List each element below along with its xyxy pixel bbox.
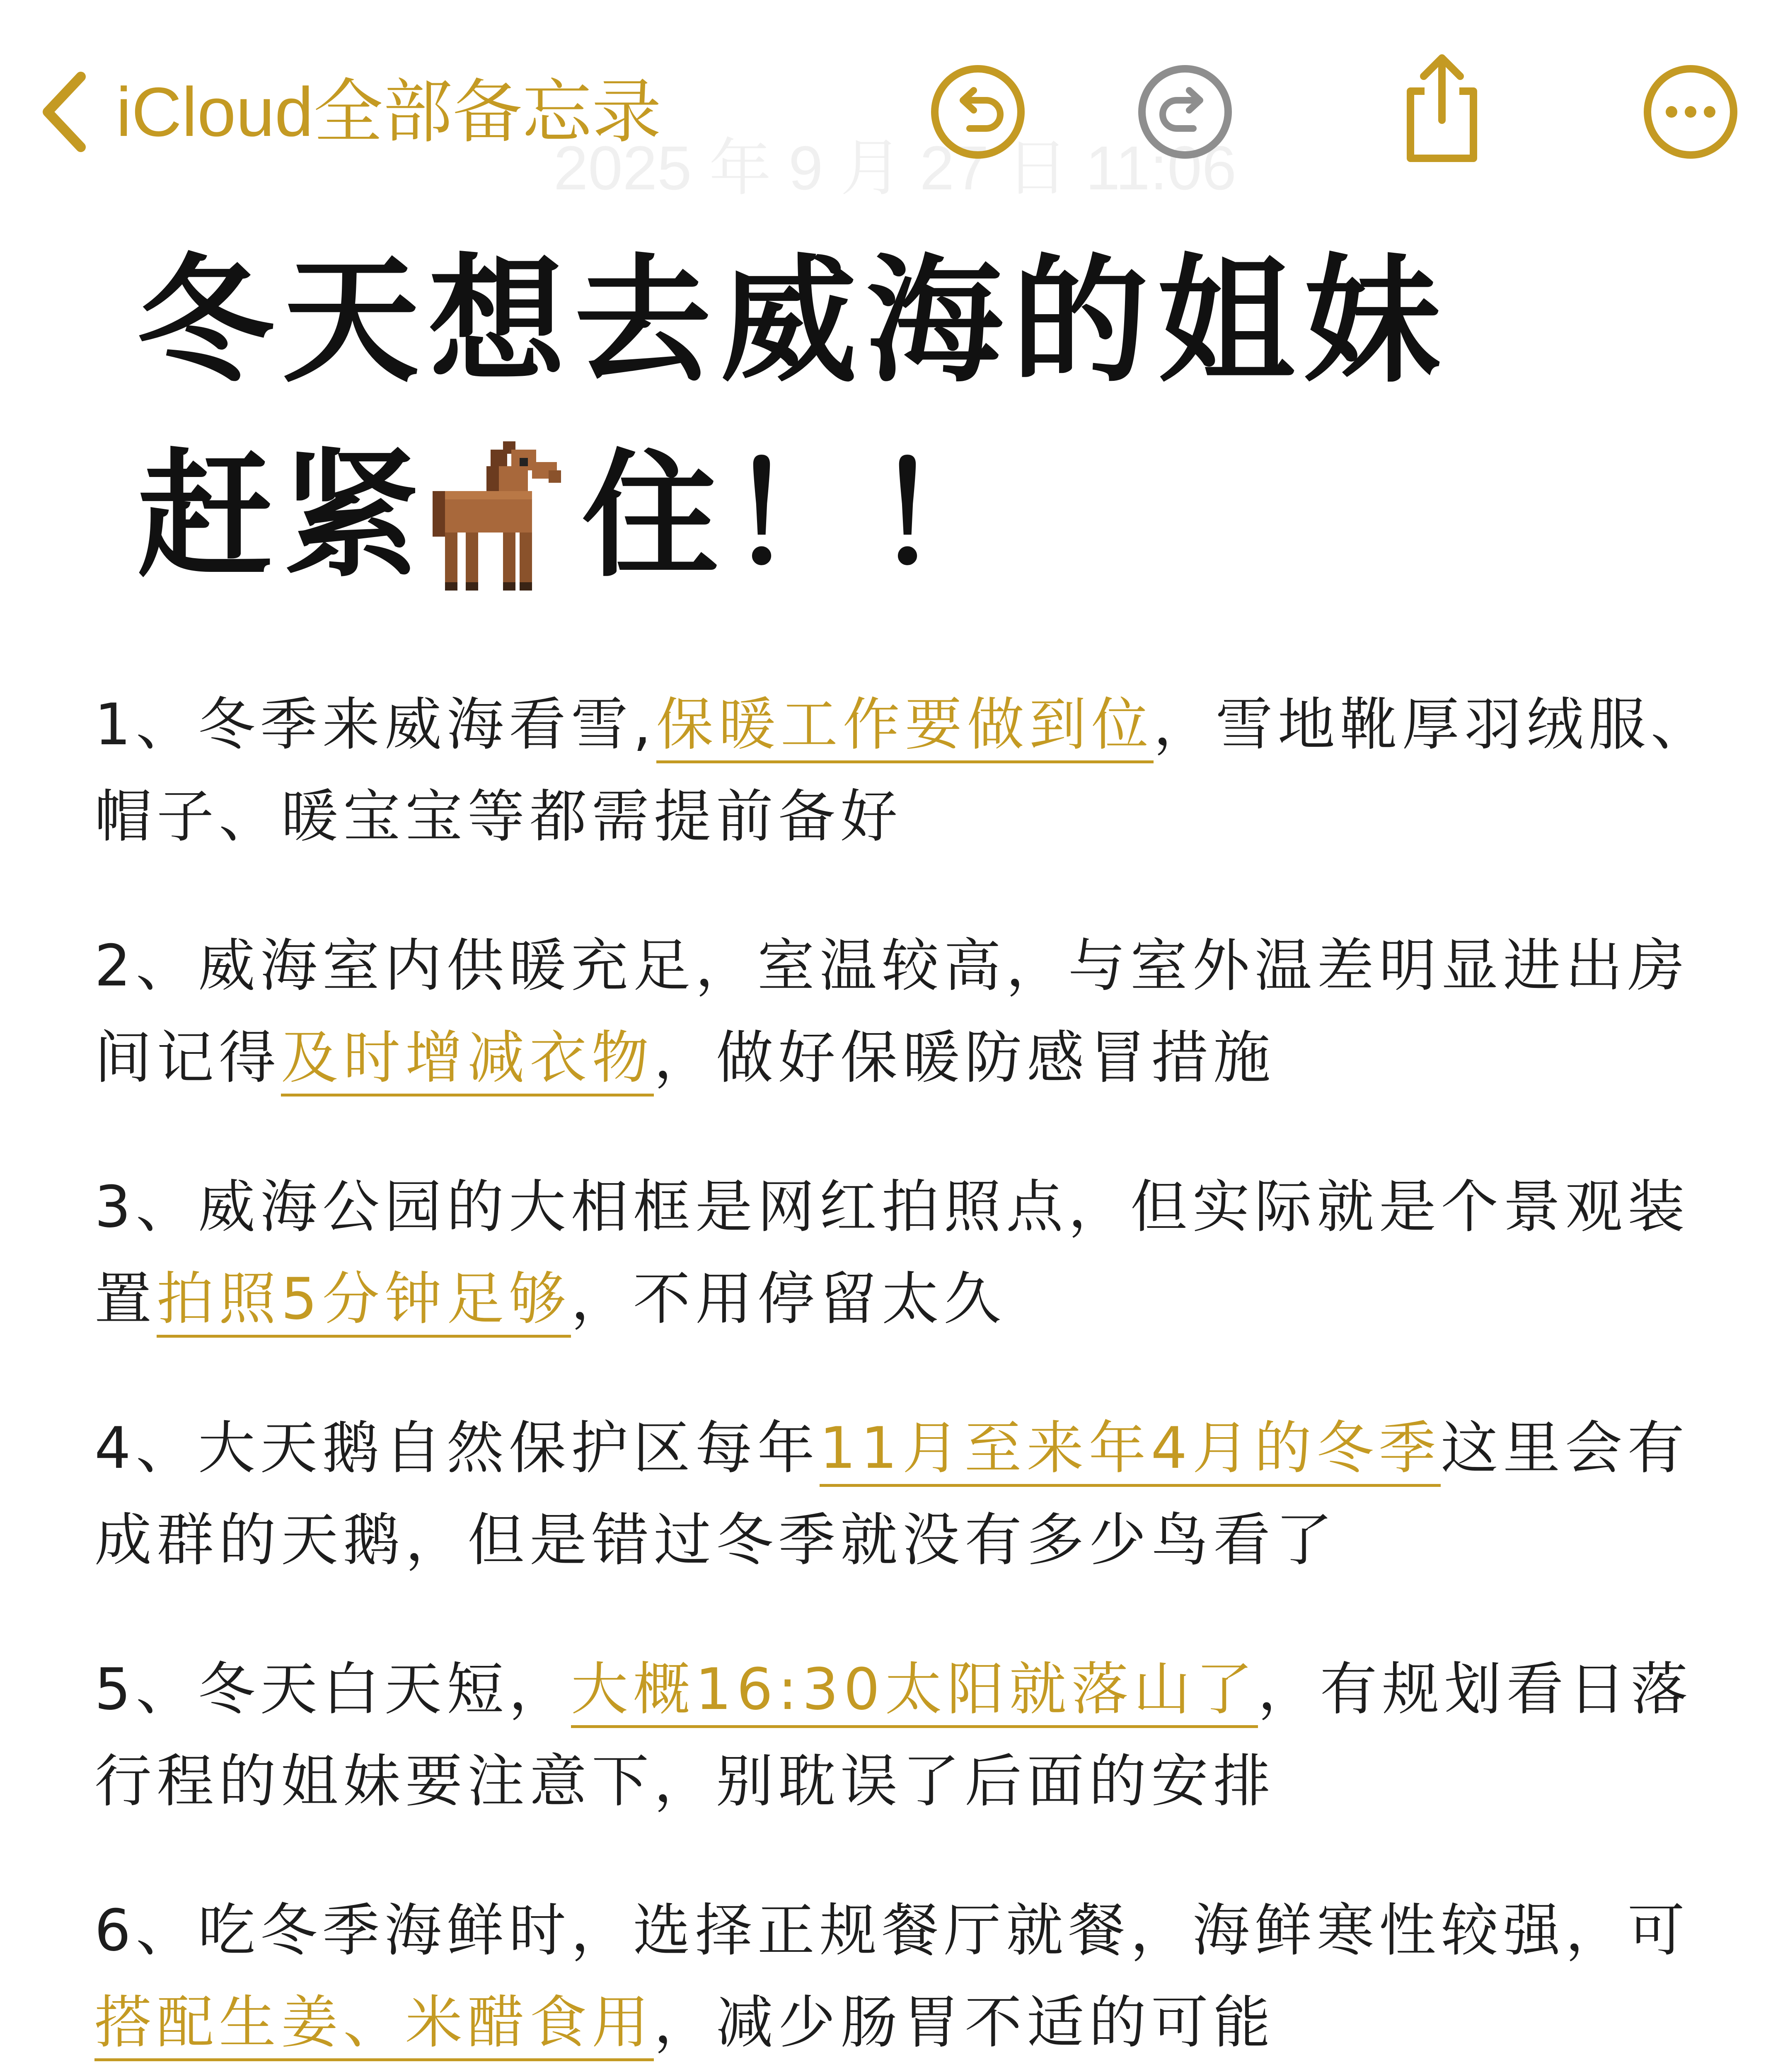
tips-list xyxy=(94,622,1735,2072)
tip-item xyxy=(94,1402,1735,1586)
tip-highlight: 大概16:30太阳就落山了 xyxy=(571,1656,1258,1728)
tip-text: ，不用停留太久 xyxy=(571,1266,1006,1332)
tip-text: 这里会有成群的天鹅，但是错过冬季就没有多少鸟看了 xyxy=(94,1415,1690,1573)
tip-item xyxy=(94,679,1735,863)
title-line-2-end: 住！！ xyxy=(582,436,1019,595)
tip-text: 5、冬天白天短， xyxy=(94,1656,571,1723)
back-button[interactable] xyxy=(37,62,661,162)
tip-text: ，有规划看日落行程的姐妹要注意下，别耽误了后面的安排 xyxy=(94,1656,1693,1815)
chevron-left-icon xyxy=(37,70,91,153)
notes-toolbar xyxy=(0,0,1790,203)
tip-text: 6、吃冬季海鲜时，选择正规餐厅就餐，海鲜寒性较强，可 xyxy=(94,1897,1690,1964)
title-line-2-start: 赶紧 xyxy=(137,436,428,595)
tip-item xyxy=(94,920,1735,1104)
share-button[interactable] xyxy=(1392,50,1492,166)
share-icon xyxy=(1392,50,1492,166)
note-title xyxy=(137,224,1670,613)
undo-icon xyxy=(928,62,1028,162)
tip-item xyxy=(94,1644,1735,1828)
more-icon xyxy=(1641,62,1740,162)
tip-text: ，做好保暖防感冒措施 xyxy=(654,1024,1276,1091)
tip-item xyxy=(94,1161,1735,1345)
tip-text: 1、冬季来威海看雪, xyxy=(94,691,656,758)
tip-text: 2、威海室内供暖充足，室温较高，与室外温差明显进出房间记得 xyxy=(94,932,1690,1091)
tip-highlight: 保暖工作要做到位 xyxy=(656,691,1154,763)
title-line-1: 冬天想去威海的姐妹 xyxy=(137,242,1449,401)
horse-icon xyxy=(433,437,569,595)
tip-text: ，雪地靴厚羽绒服、帽子、暖宝宝等都需提前备好 xyxy=(94,691,1713,850)
tip-text: 4、大天鹅自然保护区每年 xyxy=(94,1415,820,1481)
tip-item xyxy=(94,1885,1735,2069)
redo-button[interactable] xyxy=(1135,62,1235,162)
tip-highlight: 拍照5分钟足够 xyxy=(157,1266,571,1338)
tip-highlight: 及时增减衣物 xyxy=(281,1024,654,1097)
tip-highlight: 搭配生姜、米醋食用 xyxy=(94,1989,654,2061)
tip-text: 3、威海公园的大相框是网红拍照点，但实际就是个景观装置 xyxy=(94,1174,1690,1332)
tip-text: ，减少肠胃不适的可能 xyxy=(654,1989,1276,2056)
undo-button[interactable] xyxy=(928,62,1028,162)
more-button[interactable] xyxy=(1641,62,1740,162)
title-line-2 xyxy=(137,419,1670,613)
redo-icon xyxy=(1135,62,1235,162)
note-date: 2025 年 9 月 27 日 11:06 xyxy=(553,133,1237,203)
tip-highlight: 11月至来年4月的冬季 xyxy=(820,1415,1441,1487)
back-label: iCloud全部备忘录 xyxy=(116,73,662,151)
